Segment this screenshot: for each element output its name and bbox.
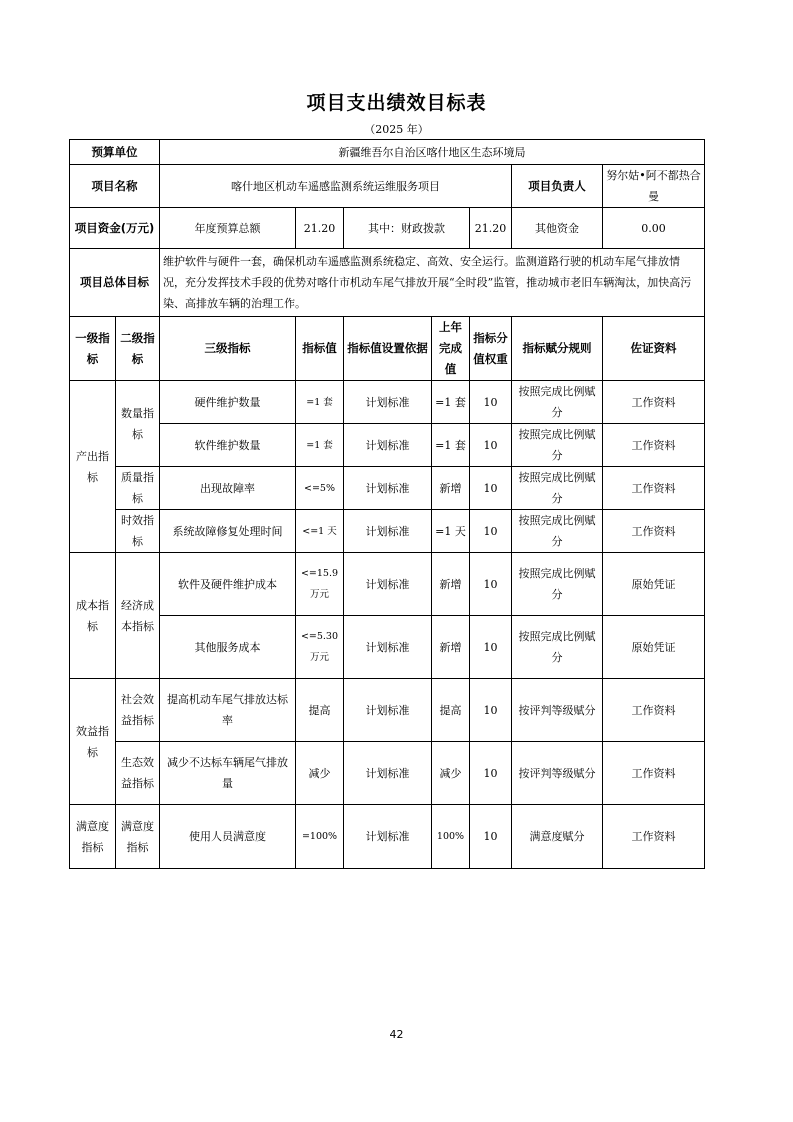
row-evidence: 工作资料 xyxy=(603,424,705,467)
row-last: 新增 xyxy=(432,467,470,510)
project-leader-label: 项目负责人 xyxy=(512,165,603,208)
funds-row xyxy=(70,208,705,249)
group-output: 产出指标 xyxy=(70,381,116,553)
row-evidence: 工作资料 xyxy=(603,679,705,742)
subgroup-quantity: 数量指标 xyxy=(116,381,160,467)
row-value: 提高 xyxy=(296,679,344,742)
row-basis: 计划标准 xyxy=(344,510,432,553)
project-name-label: 项目名称 xyxy=(70,165,160,208)
funds-label: 项目资金(万元) xyxy=(70,208,160,249)
overall-goal-value: 维护软件与硬件一套，确保机动车遥感监测系统稳定、高效、安全运行。监测道路行驶的机动车尾气排放情况，充分发挥技术手段的优势对喀什市机动车尾气排放开展“全时段”监管，推动城市老旧车辆淘汰，加快高污染、高排放车辆的治理工作。 xyxy=(160,249,705,317)
row-last: 减少 xyxy=(432,742,470,805)
subgroup-social: 社会效益指标 xyxy=(116,679,160,742)
header-level3: 三级指标 xyxy=(160,317,296,381)
row-value: <=5% xyxy=(296,467,344,510)
row-evidence: 原始凭证 xyxy=(603,553,705,616)
budget-unit-label: 预算单位 xyxy=(70,140,160,165)
row-last: =1 套 xyxy=(432,424,470,467)
row-last: =1 套 xyxy=(432,381,470,424)
table-row xyxy=(70,679,705,742)
row-value: =1 套 xyxy=(296,381,344,424)
row-weight: 10 xyxy=(470,742,512,805)
row-name: 出现故障率 xyxy=(160,467,296,510)
row-name: 系统故障修复处理时间 xyxy=(160,510,296,553)
annual-budget-value: 21.20 xyxy=(296,208,344,249)
header-basis: 指标值设置依据 xyxy=(344,317,432,381)
table-row xyxy=(70,381,705,424)
subgroup-satisfaction: 满意度指标 xyxy=(116,805,160,869)
row-name: 使用人员满意度 xyxy=(160,805,296,869)
fiscal-value: 21.20 xyxy=(470,208,512,249)
row-last: =1 天 xyxy=(432,510,470,553)
subgroup-ecological: 生态效益指标 xyxy=(116,742,160,805)
row-evidence: 工作资料 xyxy=(603,381,705,424)
row-basis: 计划标准 xyxy=(344,424,432,467)
row-weight: 10 xyxy=(470,805,512,869)
page-title: 项目支出绩效目标表 xyxy=(306,92,487,114)
year-label: （2025 年） xyxy=(364,123,429,136)
row-rule: 按照完成比例赋分 xyxy=(512,553,603,616)
annual-budget-label: 年度预算总额 xyxy=(160,208,296,249)
group-cost: 成本指标 xyxy=(70,553,116,679)
table-row xyxy=(70,805,705,869)
row-weight: 10 xyxy=(470,510,512,553)
row-basis: 计划标准 xyxy=(344,381,432,424)
row-name: 软件维护数量 xyxy=(160,424,296,467)
budget-unit-value: 新疆维吾尔自治区喀什地区生态环境局 xyxy=(160,140,705,165)
row-basis: 计划标准 xyxy=(344,679,432,742)
overall-goal-label: 项目总体目标 xyxy=(70,249,160,317)
project-name-value: 喀什地区机动车遥感监测系统运维服务项目 xyxy=(160,165,512,208)
page-number: 42 xyxy=(389,1028,404,1041)
row-value: =100% xyxy=(296,805,344,869)
group-benefit: 效益指标 xyxy=(70,679,116,805)
row-name: 减少不达标车辆尾气排放量 xyxy=(160,742,296,805)
other-funds-value: 0.00 xyxy=(603,208,705,249)
row-basis: 计划标准 xyxy=(344,616,432,679)
row-name: 提高机动车尾气排放达标率 xyxy=(160,679,296,742)
row-basis: 计划标准 xyxy=(344,742,432,805)
row-weight: 10 xyxy=(470,424,512,467)
row-rule: 按照完成比例赋分 xyxy=(512,467,603,510)
row-weight: 10 xyxy=(470,679,512,742)
row-weight: 10 xyxy=(470,616,512,679)
project-name-row xyxy=(70,165,705,208)
row-basis: 计划标准 xyxy=(344,553,432,616)
row-evidence: 工作资料 xyxy=(603,510,705,553)
row-last: 100% xyxy=(432,805,470,869)
row-evidence: 工作资料 xyxy=(603,467,705,510)
row-rule: 按评判等级赋分 xyxy=(512,679,603,742)
row-rule: 按照完成比例赋分 xyxy=(512,381,603,424)
table-row xyxy=(70,742,705,805)
header-level2: 二级指标 xyxy=(116,317,160,381)
row-basis: 计划标准 xyxy=(344,805,432,869)
fiscal-label: 其中：财政拨款 xyxy=(344,208,470,249)
row-last: 提高 xyxy=(432,679,470,742)
row-weight: 10 xyxy=(470,467,512,510)
header-evidence: 佐证资料 xyxy=(603,317,705,381)
row-evidence: 工作资料 xyxy=(603,742,705,805)
row-rule: 满意度赋分 xyxy=(512,805,603,869)
row-rule: 按评判等级赋分 xyxy=(512,742,603,805)
header-rule: 指标赋分规则 xyxy=(512,317,603,381)
row-value: =1 套 xyxy=(296,424,344,467)
row-weight: 10 xyxy=(470,553,512,616)
table-row xyxy=(70,424,705,467)
row-evidence: 原始凭证 xyxy=(603,616,705,679)
row-name: 软件及硬件维护成本 xyxy=(160,553,296,616)
table-row xyxy=(70,616,705,679)
budget-unit-row xyxy=(70,140,705,165)
row-value: <=1 天 xyxy=(296,510,344,553)
header-row xyxy=(70,317,705,381)
subgroup-economic: 经济成本指标 xyxy=(116,553,160,679)
row-value: 减少 xyxy=(296,742,344,805)
table-row xyxy=(70,467,705,510)
row-name: 硬件维护数量 xyxy=(160,381,296,424)
row-weight: 10 xyxy=(470,381,512,424)
row-last: 新增 xyxy=(432,616,470,679)
header-weight: 指标分值权重 xyxy=(470,317,512,381)
row-last: 新增 xyxy=(432,553,470,616)
row-value: <=15.9 万元 xyxy=(296,553,344,616)
row-value: <=5.30 万元 xyxy=(296,616,344,679)
row-basis: 计划标准 xyxy=(344,467,432,510)
table-row xyxy=(70,553,705,616)
row-rule: 按照完成比例赋分 xyxy=(512,616,603,679)
group-satisfaction: 满意度指标 xyxy=(70,805,116,869)
performance-table xyxy=(69,139,705,869)
overall-goal-row xyxy=(70,249,705,317)
header-last-year: 上年完成值 xyxy=(432,317,470,381)
row-rule: 按照完成比例赋分 xyxy=(512,424,603,467)
header-level1: 一级指标 xyxy=(70,317,116,381)
row-evidence: 工作资料 xyxy=(603,805,705,869)
row-name: 其他服务成本 xyxy=(160,616,296,679)
project-leader-value: 努尔姑•阿不都热合曼 xyxy=(603,165,705,208)
subgroup-quality: 质量指标 xyxy=(116,467,160,510)
subgroup-timeliness: 时效指标 xyxy=(116,510,160,553)
row-rule: 按照完成比例赋分 xyxy=(512,510,603,553)
table-row xyxy=(70,510,705,553)
other-funds-label: 其他资金 xyxy=(512,208,603,249)
header-value: 指标值 xyxy=(296,317,344,381)
